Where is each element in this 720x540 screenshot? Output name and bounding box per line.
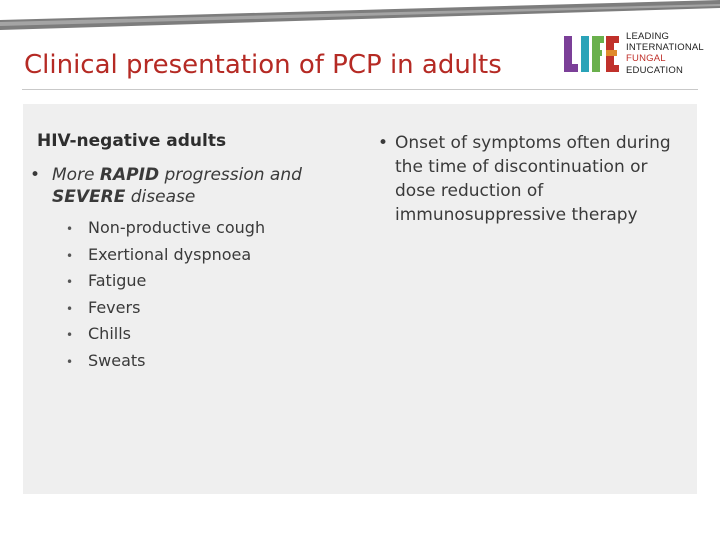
- logo-line-fungal: FUNGAL: [626, 53, 666, 65]
- symptom-text: Exertional dyspnoea: [88, 244, 252, 264]
- bullet-dot: •: [30, 165, 41, 185]
- onset-bullet-text: Onset of symptoms often during the time of discontinuation or dose reduction of immunosuppressive therapy: [395, 133, 671, 225]
- sub-bullet-dot: •: [66, 328, 74, 343]
- bullet-dot: •: [378, 133, 389, 153]
- lead-text-prefix: More: [52, 165, 100, 185]
- lead-text-suffix: disease: [125, 187, 196, 207]
- symptom-item: [66, 268, 265, 295]
- symptom-text: Fatigue: [88, 271, 147, 291]
- lead-bullet-text: [30, 164, 330, 208]
- symptom-text: Sweats: [88, 350, 146, 370]
- left-heading: HIV-negative adults: [37, 131, 227, 151]
- slide-title: Clinical presentation of PCP in adults: [24, 50, 502, 80]
- symptom-text: Fevers: [88, 297, 141, 317]
- logo-line-education: EDUCATION: [626, 64, 684, 76]
- sub-bullet-dot: •: [66, 222, 74, 236]
- symptom-item: [66, 242, 265, 269]
- sub-bullet-dot: •: [66, 275, 74, 290]
- symptom-item: [66, 348, 265, 375]
- sub-bullet-dot: •: [66, 301, 74, 316]
- logo-line-international: INTERNATIONAL: [626, 42, 704, 54]
- symptom-text: Chills: [88, 324, 131, 344]
- symptom-item: [66, 295, 265, 322]
- symptom-list: [66, 215, 265, 375]
- lead-bullet-item: [30, 164, 330, 208]
- left-column: [37, 131, 337, 151]
- sub-bullet-dot: •: [66, 354, 74, 369]
- symptom-item: [66, 321, 265, 348]
- symptom-text: Non-productive cough: [88, 218, 266, 237]
- life-logo: [562, 30, 712, 78]
- logo-line-leading: LEADING: [626, 31, 670, 42]
- symptom-item: [66, 215, 265, 242]
- title-divider: [22, 89, 698, 90]
- lead-text-middle: progression and: [159, 165, 302, 185]
- life-logo-mark: [562, 33, 620, 75]
- life-logo-text: [626, 31, 704, 76]
- right-column: [378, 131, 688, 227]
- sub-bullet-dot: •: [66, 248, 74, 263]
- lead-text-severe: SEVERE: [52, 187, 126, 207]
- top-decorative-stripe: [0, 0, 720, 34]
- lead-text-rapid: RAPID: [99, 165, 160, 185]
